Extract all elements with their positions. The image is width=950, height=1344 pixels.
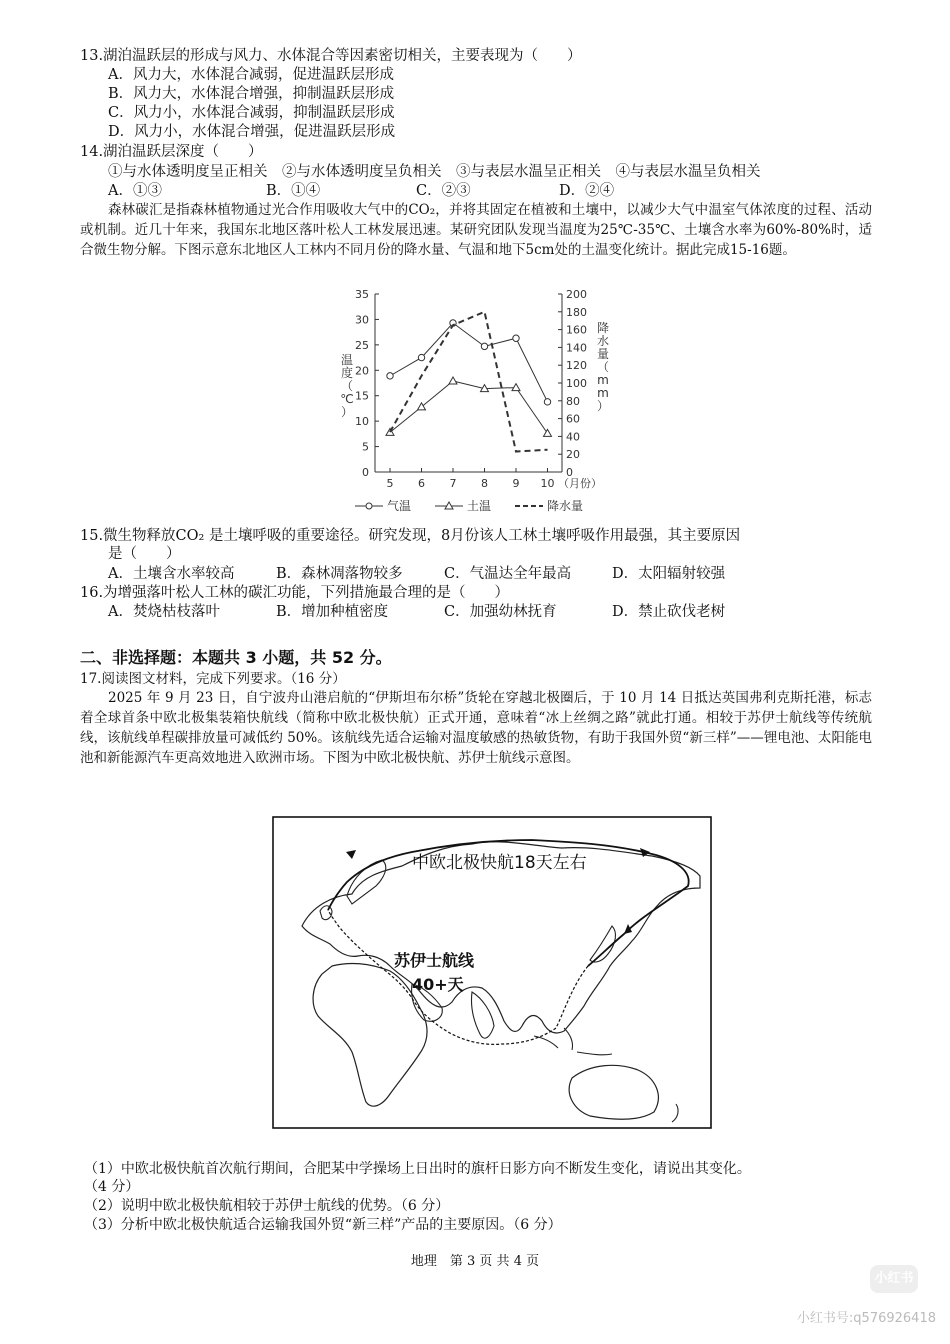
q13-option-a: A．风力大，水体混合减弱，促进温跃层形成	[108, 67, 394, 83]
temperature-precipitation-chart	[325, 282, 625, 522]
x-tick-label: 5	[386, 477, 394, 490]
q14-options	[108, 182, 614, 200]
x-tick-label: 10	[540, 477, 555, 490]
right-tick-label: 140	[566, 341, 587, 355]
watermark: 小红书号:q576926418	[796, 1311, 936, 1326]
right-tick-label: 120	[566, 359, 587, 373]
x-tick-label: 7	[449, 477, 457, 490]
left-axis-label	[340, 353, 353, 419]
q14-option-c: C．②③	[416, 183, 471, 199]
axis-label-char: m	[597, 373, 609, 387]
series-line-降水量	[390, 312, 548, 452]
right-tick-label: 60	[566, 412, 580, 426]
suez-route-label: 苏伊士航线	[394, 951, 475, 970]
left-tick-label: 20	[355, 364, 369, 378]
route-map	[272, 816, 712, 1129]
legend-label-土温: 土温	[467, 499, 492, 513]
watermark-logo: 小红书	[870, 1265, 918, 1293]
left-tick-label: 15	[355, 389, 369, 403]
q17-material: 2025 年 9 月 23 日，自宁波舟山港启航的“伊斯坦布尔桥”货轮在穿越北极圈后，于 10 月 14 日抵达英国弗利克斯托港，标志着全球首条中欧北极集装箱快航线（简称中欧北极快航）正式开通，意味着“冰上丝绸之路”就此打通。相较于苏伊士航线等传统航线，该航线单程碳排放量可减低约 50%。该航线先适合运输对温度敏感的热敏货物，有助于我国外贸“新三样”——锂电池、太阳能电池和新能源汽车更高效地进入欧洲市场。下图为中欧北极快航、苏伊士航线示意图。	[80, 690, 872, 766]
axis-label-char: 度	[340, 366, 354, 380]
q14-items: ①与水体透明度呈正相关 ②与水体透明度呈负相关 ③与表层水温呈正相关 ④与表层水温呈负相关	[108, 164, 761, 180]
q17-sub1: （1）中欧北极快航首次航行期间，合肥某中学操场上日出时的旗杆日影方向不断发生变化，请说出其变化。	[84, 1161, 751, 1177]
q13-option-c: C．风力小，水体混合减弱，抑制温跃层形成	[108, 105, 395, 121]
legend-label-气温: 气温	[387, 499, 412, 513]
axis-label-char: ℃	[340, 392, 354, 406]
q13-option-d: D．风力小，水体混合增强，促进温跃层形成	[108, 124, 396, 140]
q16-option-b: B．增加种植密度	[276, 604, 389, 620]
axis-label-char: m	[597, 386, 609, 400]
series-line-气温	[390, 323, 548, 402]
q16-stem: 16.为增强落叶松人工林的碳汇功能，下列措施最合理的是（ ）	[80, 585, 510, 601]
q13-stem: 13.湖泊温跃层的形成与风力、水体混合等因素密切相关，主要表现为（ ）	[80, 48, 582, 64]
right-tick-label: 20	[566, 448, 580, 462]
point-气温	[387, 373, 393, 379]
q15-stem: 15.微生物释放CO₂ 是土壤呼吸的重要途径。研究发现，8月份该人工林土壤呼吸作用最强，其主要原因	[80, 528, 741, 544]
q15-option-b: B．森林凋落物较多	[276, 566, 403, 582]
right-tick-label: 100	[566, 377, 587, 390]
q14-stem: 14.湖泊温跃层深度（ ）	[80, 144, 263, 160]
point-气温	[513, 335, 519, 341]
left-tick-label: 25	[355, 338, 369, 352]
page-footer: 地理 第 3 页 共 4 页	[410, 1254, 540, 1269]
right-axis-label	[597, 321, 609, 413]
point-气温	[481, 343, 487, 349]
q15-option-c: C．气温达全年最高	[444, 566, 572, 582]
q13-option-b: B．风力大，水体混合增强，抑制温跃层形成	[108, 86, 395, 102]
axis-label-char: 量	[596, 347, 610, 361]
arctic-route-label: 中欧北极快航18天左右	[412, 853, 587, 873]
right-tick-label: 180	[566, 305, 587, 319]
x-tick-label: 8	[481, 477, 488, 490]
right-tick-label: 40	[566, 430, 580, 444]
q17-sub3: （3）分析中欧北极快航适合运输我国外贸“新三样”产品的主要原因。（6 分）	[84, 1217, 562, 1233]
legend-marker-气温	[366, 503, 372, 509]
q16-option-c: C．加强幼林抚育	[444, 604, 557, 620]
point-气温	[544, 399, 550, 405]
q16-option-a: A．焚烧枯枝落叶	[108, 604, 220, 620]
left-tick-label: 0	[362, 466, 369, 479]
material-forest-carbon: 森林碳汇是指森林植物通过光合作用吸收大气中的CO₂，并将其固定在植被和土壤中，以减少大气中温室气体浓度的过程、活动或机制。近几十年来，我国东北地区落叶松人工林发展迅速。某研究团队发现当温度为25℃-35℃、土壤含水率为60%-80%时，适合微生物分解。下图示意东北地区人工林内不同月份的降水量、气温和地下5cm处的土温变化统计。据此完成15-16题。	[80, 202, 872, 258]
left-tick-label: 35	[355, 288, 369, 301]
q17-stem: 17.阅读图文材料，完成下列要求。（16 分）	[80, 671, 346, 687]
q17-sub1-points: （4 分）	[84, 1179, 140, 1195]
suez-route-days-label: 40+天	[412, 975, 464, 994]
point-土温	[544, 429, 552, 436]
right-tick-label: 160	[566, 323, 587, 337]
x-axis-label: （月份）	[558, 477, 602, 490]
legend-label-降水量: 降水量	[547, 499, 584, 513]
right-tick-label: 200	[566, 288, 587, 301]
axis-label-char: 降	[596, 321, 610, 335]
x-tick-label: 6	[418, 477, 425, 490]
axis-label-char: ）	[596, 399, 610, 413]
q15-option-d: D．太阳辐射较强	[612, 566, 726, 582]
right-tick-label: 0	[566, 466, 573, 479]
point-气温	[418, 354, 424, 360]
axis-label-char: 水	[596, 334, 610, 348]
series-line-土温	[390, 381, 548, 433]
q14-option-d: D．②④	[559, 183, 615, 199]
point-土温	[512, 384, 520, 391]
x-tick-label: 9	[512, 477, 520, 490]
q15-option-a: A．土壤含水率较高	[108, 566, 235, 582]
left-tick-label: 30	[355, 313, 369, 327]
q14-option-a: A．①③	[108, 183, 162, 199]
left-tick-label: 5	[362, 440, 369, 454]
right-tick-label: 80	[566, 394, 580, 408]
q17-sub2: （2）说明中欧北极快航相较于苏伊士航线的优势。（6 分）	[84, 1198, 450, 1214]
q14-option-b: B．①④	[266, 183, 321, 199]
q16-option-d: D．禁止砍伐老树	[612, 604, 726, 620]
left-tick-label: 10	[355, 415, 369, 429]
q16-options	[108, 603, 725, 621]
axis-label-char: ）	[340, 405, 354, 419]
axis-label-char: 温	[340, 353, 354, 367]
section-heading: 二、非选择题：本题共 3 小题，共 52 分。	[80, 648, 392, 667]
q15-options	[108, 565, 725, 583]
q15-stem-cont: 是（ ）	[108, 546, 181, 562]
axis-label-char: （	[596, 360, 610, 374]
point-土温	[449, 377, 457, 384]
axis-label-char: （	[340, 379, 354, 393]
